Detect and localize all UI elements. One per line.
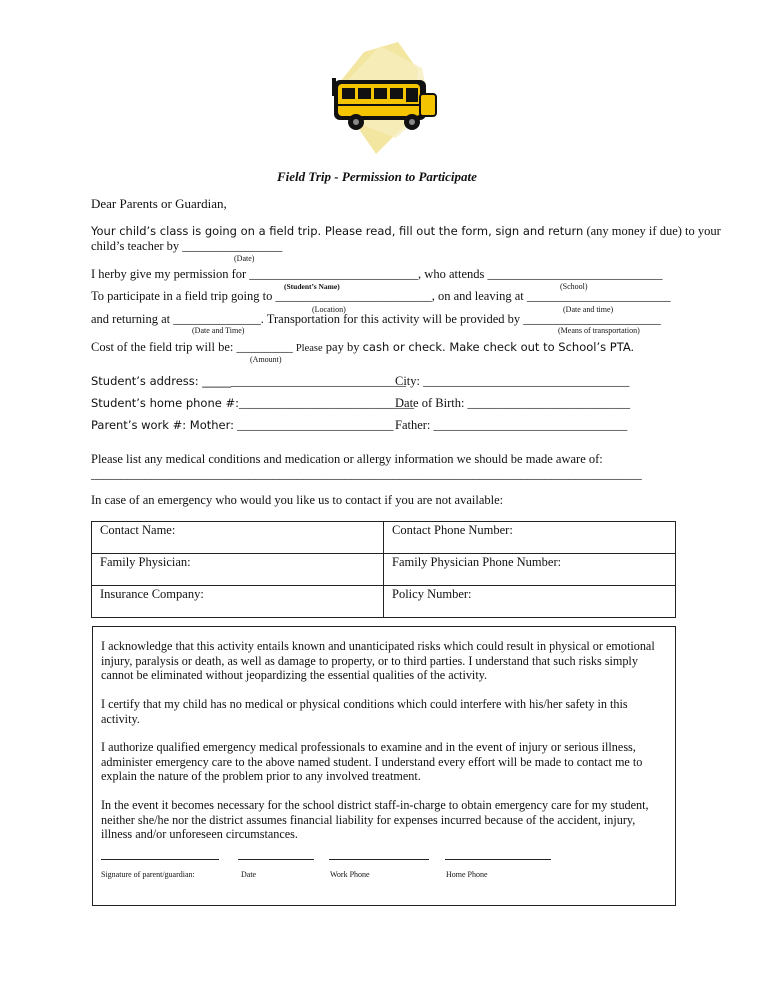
date-line[interactable] [238,859,314,860]
page-title: Field Trip - Permission to Participate [277,169,477,184]
permission-line-2: To participate in a field trip going to _________________________, on and leaving at _______________________ [91,289,671,303]
waiver-paragraph-4: In the event it becomes necessary for the school district staff-in-charge to obtain emergency care for my student, neither she/he nor the district assumes financial liability for expenses incurred because of the accident, injury, illness and/or unforeseen circumstances. [101,798,649,841]
logo [326,42,444,154]
sig-date-caption: Date [241,870,257,879]
family-physician-cell[interactable]: Family Physician: [92,554,384,586]
school-caption: (School) [560,282,588,291]
table-row [92,554,676,586]
home-phone-line [91,396,414,411]
cost-label: Cost of the field trip will be: _________ [91,340,296,354]
city-field: City: _________________________________ [395,374,630,388]
signature-caption: Signature of parent/guardian: [101,870,195,879]
amount-caption: (Amount) [250,355,282,364]
insurance-company-cell[interactable]: Insurance Company: [92,586,384,618]
intro-line-1-main: Your child’s class is going on a field trip. Please read, fill out the form, sign and return [91,224,584,238]
emergency-contacts-table [91,521,676,618]
table-row [92,522,676,554]
medical-prompt: Please list any medical conditions and medication or allergy information we should be made aware of: [91,452,603,466]
greeting: Dear Parents or Guardian, [91,196,227,211]
waiver-box [92,626,676,906]
date-caption: (Date) [234,254,255,263]
cost-please: Please [295,343,323,354]
contact-name-cell[interactable]: Contact Name: [92,522,384,554]
home-phone-label: Student’s home phone #: [91,396,239,410]
policy-number-cell[interactable]: Policy Number: [384,586,676,618]
address-label: Student’s address: _____ [91,374,232,388]
cost-payment-method: cash or check. Make check out to School’s PTA [362,340,631,354]
cost-line [91,340,634,355]
home-phone-blank: ____________________________ [238,396,414,410]
waiver-paragraph-1: I acknowledge that this activity entails known and unanticipated risks which could result in physical or emotional injury, paralysis or death, as well as damage to property, or to third parties. I understand that such risks simply cannot be eliminated without jeopardizing the essential qualities of the activity. [101,639,655,682]
parent-work-line [91,418,393,433]
contact-phone-cell[interactable]: Contact Phone Number: [384,522,676,554]
cost-period: . [630,340,634,354]
home-phone-line[interactable] [445,859,551,860]
location-caption: (Location) [312,305,346,314]
address-line [91,374,406,389]
parent-work-label: Parent’s work #: Mother: [91,418,234,432]
table-row [92,586,676,618]
father-field: Father: _______________________________ [395,418,628,432]
cost-pay-by: pay by [322,340,363,354]
emergency-prompt: In case of an emergency who would you like us to contact if you are not available: [91,493,504,507]
signature-line[interactable] [101,859,219,860]
work-phone-line[interactable] [329,859,429,860]
address-blank: ____________________________ [231,374,407,388]
permission-line-3: and returning at ______________. Transportation for this activity will be provided by ______________________ [91,312,661,326]
intro-line-1-end: (any money if due) to your [583,224,721,238]
home-phone-caption: Home Phone [446,870,488,879]
student-name-caption: (Student’s Name) [284,282,340,291]
transportation-caption: (Means of transportation) [558,326,640,335]
school-bus-icon [326,42,444,154]
date-time-caption: (Date and time) [563,305,614,314]
work-phone-caption: Work Phone [330,870,370,879]
date-of-birth-field: Date of Birth: __________________________ [395,396,631,410]
permission-line-1: I herby give my permission for ___________________________, who attends ____________________________ [91,267,663,281]
physician-phone-cell[interactable]: Family Physician Phone Number: [384,554,676,586]
intro-line-2: child’s teacher by ________________ [91,239,283,253]
medical-blank-line: ___________________________________________________________________________________________ [91,467,642,481]
waiver-paragraph-2: I certify that my child has no medical or physical conditions which could interfere with his/her safety in this activity. [101,697,628,726]
return-caption: (Date and Time) [192,326,245,335]
parent-work-blank: _________________________ [234,418,394,432]
intro-line-1 [91,224,721,239]
waiver-paragraph-3: I authorize qualified emergency medical professionals to examine and in the event of injury or serious illness, administer emergency care to the above named student. I understand every effort will be made to contact me to explain the nature of the problem prior to any involved treatment. [101,740,643,783]
